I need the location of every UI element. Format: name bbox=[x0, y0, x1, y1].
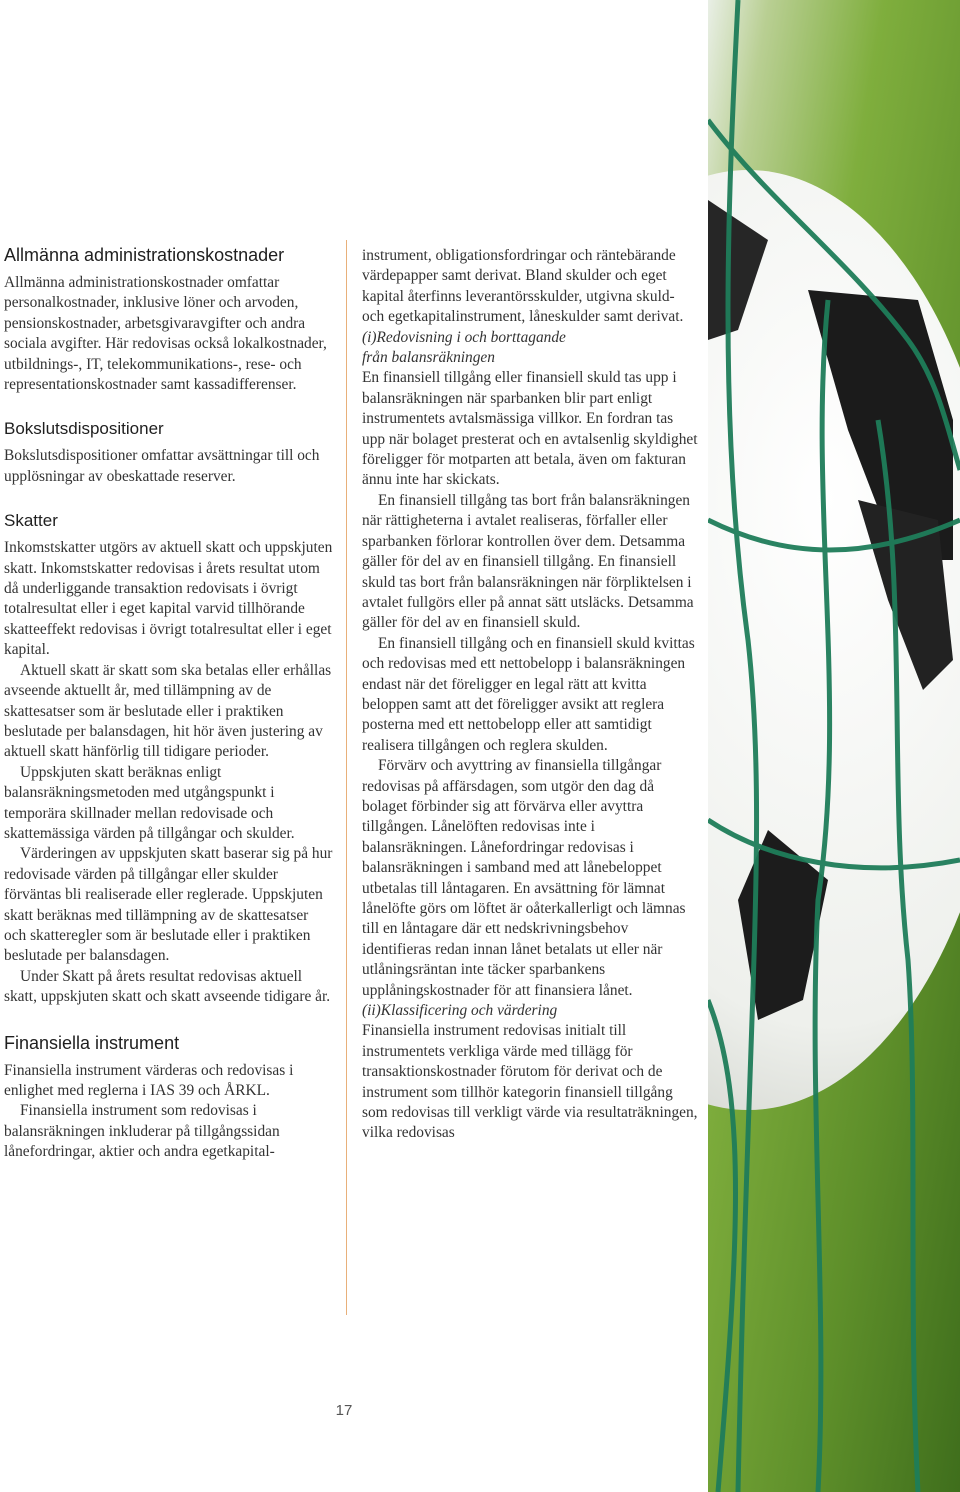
paragraph: Allmänna administrationskostnader omfattar personalkostnader, inklusive löner och arvoden, pensionskostnader, arbetsgivaravgifter och andra sociala avgifter. Här redovisas också lokalkostnader, utbildnings-, IT, telekommunikations-, rese- och representationskostnader samt kassadifferenser. bbox=[4, 274, 327, 394]
paragraph: En finansiell tillgång eller finansiell skuld tas upp i balansräkningen när sparbanken blir part enligt instrumentets avtalsmässiga villkor. En fordran tas upp när bolaget presterat och en avtalsenlig skyldighet föreligger för motparten att betala, även om fakturan ännu inte har skickats. bbox=[362, 369, 698, 489]
column-divider bbox=[346, 240, 347, 1315]
left-column bbox=[4, 244, 334, 1163]
heading-administrationskostnader: Allmänna administrationskostnader bbox=[4, 245, 285, 265]
paragraph: Bokslutsdispositioner omfattar avsättningar till och upplösningar av obeskattade reserver. bbox=[4, 447, 320, 485]
paragraph: Aktuell skatt är skatt som ska betalas eller erhållas avseende aktuellt år, med tillämpning av de skattesatser som är beslutade eller i praktiken beslutade per balansdagen, hit hör även justering av aktuell skatt hänförlig till tidigare perioder. bbox=[4, 661, 332, 761]
paragraph: En finansiell tillgång tas bort från balansräkningen när rättigheterna i avtalet realiseras, förfaller eller sparbanken förlorar kontrollen över dem. Detsamma gäller för del av en finansiell tillgång. En finansiell skuld tas bort från balansräkningen när förpliktelsen i avtalet fullgörs eller på annat sätt utsläcks. Detsamma gäller för del av en finansiell skuld. bbox=[362, 491, 694, 632]
paragraph: Värderingen av uppskjuten skatt baserar sig på hur redovisade värden på tillgångar eller skulder förväntas bli realiserade eller reglerade. Uppskjuten skatt beräknas med tillämpning av de skattesatser och skatteregler som är beslutade eller i praktiken beslutade per balansdagen. bbox=[4, 845, 333, 965]
paragraph: Finansiella instrument som redovisas i balansräkningen inkluderar på tillgångssidan lånefordringar, aktier och andra egetkapital- bbox=[4, 1102, 280, 1161]
heading-finansiella-instrument: Finansiella instrument bbox=[4, 1032, 180, 1053]
paragraph: Förvärv och avyttring av finansiella tillgångar redovisas på affärsdagen, som utgör den dag då bolaget förbinder sig att förvärva eller avyttra tillgången. Lånelöften redovisas inte i balansräkningen. Lånefordringar redovisas i balansräkningen i samband med att lånebeloppet utbetalas till låntagaren. En avsättning för lämnat lånelöfte görs om löftet är oåterkallerligt och lämnas till en låntagare där ett nedskrivningsbehov identifieras redan innan lånet betalats ut eller när utlåningsräntan inte täcker sparbankens upplåningskostnader för att finansiera lånet. bbox=[362, 757, 686, 999]
subheading-redovisning: (i)Redovisning i och borttagande bbox=[362, 328, 566, 346]
heading-bokslutsdispositioner: Bokslutsdispositioner bbox=[4, 419, 164, 439]
middle-column bbox=[362, 246, 698, 1144]
soccer-ball-photo bbox=[708, 0, 960, 1492]
paragraph: instrument, obligationsfordringar och räntebärande värdepapper samt derivat. Bland skulder och eget kapital återfinns leverantörsskulder, utgivna skuld- och egetkapitalinstrument, låneskulder samt derivat. bbox=[362, 247, 684, 326]
paragraph: En finansiell tillgång och en finansiell skuld kvittas och redovisas med ett nettobelopp i balansräkningen endast när det föreligger en legal rätt att kvitta beloppen samt att det föreligger avsikt att reglera posterna med ett nettobelopp eller att samtidigt realisera tillgången och reglera skulden. bbox=[362, 634, 695, 754]
paragraph: Finansiella instrument värderas och redovisas i enlighet med reglerna i IAS 39 och ÅRKL. bbox=[4, 1061, 294, 1099]
page-number: 17 bbox=[335, 1402, 353, 1419]
subheading-klassificering: (ii)Klassificering och värdering bbox=[362, 1002, 558, 1020]
paragraph: Inkomstskatter utgörs av aktuell skatt och uppskjuten skatt. Inkomstskatter redovisas i årets resultat utom då underliggande transaktion redovisats i övrigt totalresultat eller i eget kapital varvid tillhörande skatteeffekt redovisas i övrigt totalresultat eller i eget kapital. bbox=[4, 539, 333, 659]
paragraph: Uppskjuten skatt beräknas enligt balansräkningsmetoden med utgångspunkt i temporära skillnader mellan redovisade och skattemässiga värden på tillgångar och skulder. bbox=[4, 763, 295, 842]
paragraph: Under Skatt på årets resultat redovisas aktuell skatt, uppskjuten skatt och skatt avseende tidigare år. bbox=[4, 967, 331, 1006]
paragraph: Finansiella instrument redovisas initialt till instrumentets verkliga värde med tillägg för transaktionskostnader förutom för derivat och de instrument som tillhör kategorin finansiell tillgång som redovisas till verkligt värde via resultaträkningen, vilka redovisas bbox=[362, 1022, 698, 1142]
heading-skatter: Skatter bbox=[4, 511, 58, 531]
subheading-redovisning-cont: från balansräkningen bbox=[362, 349, 495, 367]
